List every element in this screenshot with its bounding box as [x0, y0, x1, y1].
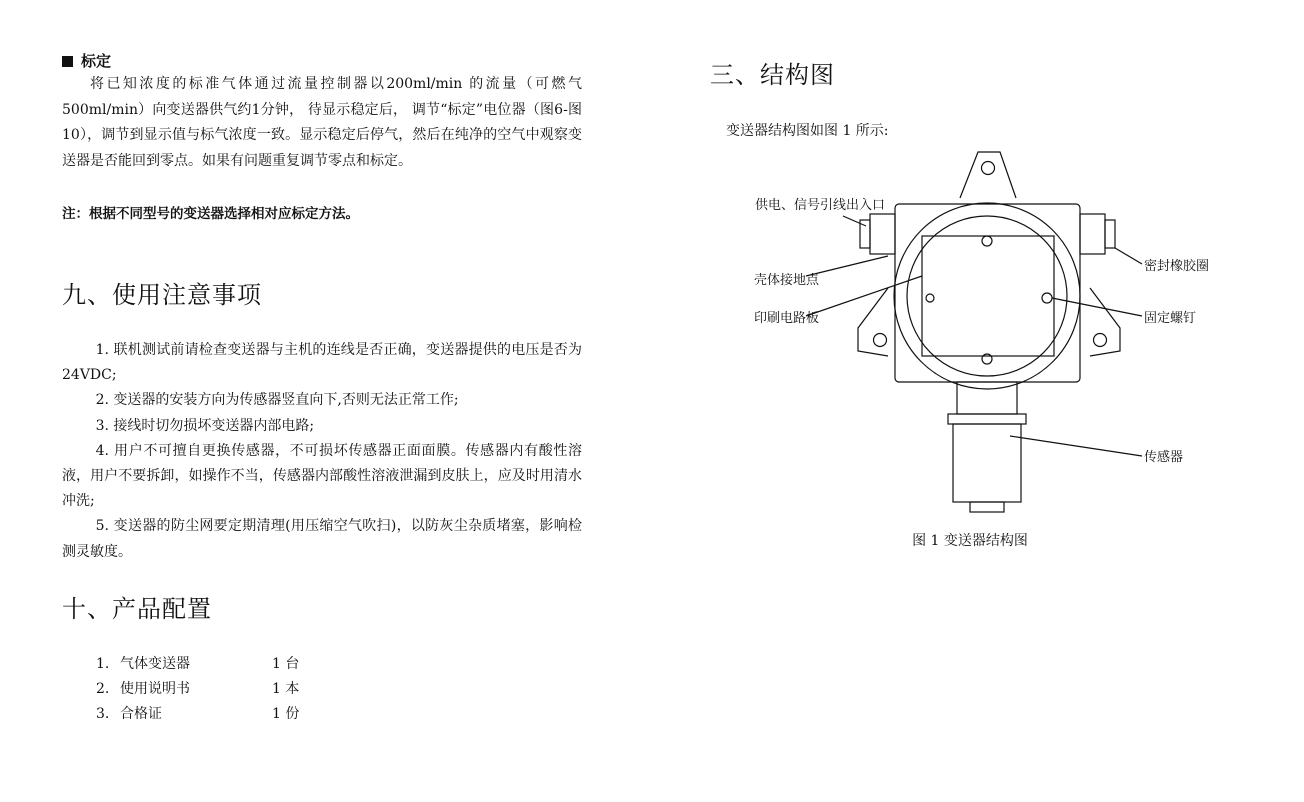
config-list [62, 652, 582, 727]
label-cable-entry: 供电、信号引线出入口 [755, 198, 886, 213]
pcb-screw-right [1042, 293, 1052, 303]
right-column [710, 55, 1250, 550]
leader-cable [843, 216, 866, 226]
left-gland [870, 214, 895, 254]
right-ear [1090, 288, 1120, 356]
left-ear-hole [874, 334, 887, 347]
housing [895, 204, 1080, 382]
left-column [62, 50, 582, 727]
label-seal-ring: 密封橡胶圈 [1144, 259, 1210, 274]
right-gland-nut [1105, 220, 1115, 248]
structure-intro: 变送器结构图如图 1 所示: [726, 123, 889, 139]
leader-seal [1115, 248, 1142, 264]
config-row: 2. 使用说明书 1 本 [96, 680, 300, 697]
sensor-cap [970, 502, 1004, 512]
pcb-hole-left [926, 294, 934, 302]
list-item: 2. 变送器的安装方向为传感器竖直向下,否则无法正常工作; [95, 392, 459, 409]
pcb [922, 236, 1054, 356]
section-9-title: 九、使用注意事项 [62, 281, 262, 309]
config-row: 3. 合格证 1 份 [96, 705, 300, 722]
pcb-screw-top [982, 236, 992, 246]
leader-sensor [1010, 436, 1142, 456]
leader-pcb [806, 276, 922, 316]
flange [948, 414, 1026, 424]
calibration-heading: 标定 [62, 50, 582, 72]
right-gland [1080, 214, 1105, 254]
list-item: 3. 接线时切勿损坏变送器内部电路; [95, 417, 315, 434]
right-ear-hole [1094, 334, 1107, 347]
section-9-list [62, 338, 582, 565]
list-item: 4. 用户不可擅自更换传感器，不可损坏传感器正面面膜。传感器内有酸性溶液，用户不要拆卸，如操作不当，传感器内部酸性溶液泄漏到皮肤上，应及时用清水冲洗; [62, 442, 582, 510]
list-item: 5. 变送器的防尘网要定期清理(用压缩空气吹扫)，以防灰尘杂质堵塞，影响检测灵敏度。 [62, 518, 582, 560]
figure-caption: 图 1 变送器结构图 [912, 533, 1028, 549]
label-fix-screw: 固定螺钉 [1144, 311, 1197, 326]
calibration-note: 注：根据不同型号的变送器选择相对应标定方法。 [62, 206, 359, 222]
label-sensor: 传感器 [1144, 450, 1184, 465]
top-ear-hole [982, 162, 995, 175]
config-row: 1. 气体变送器 1 台 [96, 655, 300, 672]
section-3-title: 三、结构图 [710, 61, 835, 89]
label-shell-ground: 壳体接地点 [754, 273, 820, 288]
calibration-paragraph: 将已知浓度的标准气体通过流量控制器以200ml/min 的流量（可燃气500ml/min）向变送器供气约1分钟， 待显示稳定后， 调节“标定”电位器（图6-图10），调节到显示值与标气浓度一致。显示稳定后停气，然后在纯净的空气中观察变送器是否能回到零点。如果有问题重复调节零点和标定。 [62, 76, 582, 169]
structure-diagram [710, 146, 1250, 526]
square-bullet-icon [62, 56, 73, 67]
label-pcb: 印刷电路板 [754, 311, 820, 326]
list-item: 1. 联机测试前请检查变送器与主机的连线是否正确，变送器提供的电压是否为 24VDC; [62, 342, 582, 384]
section-10-title: 十、产品配置 [62, 594, 212, 623]
